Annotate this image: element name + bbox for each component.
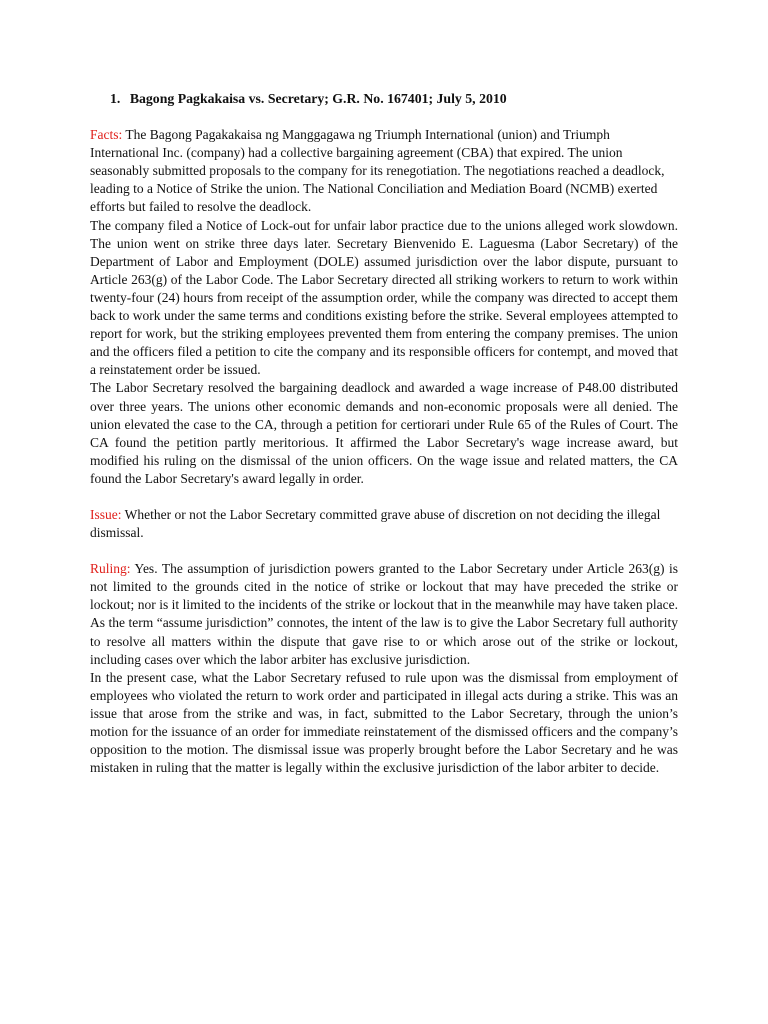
case-title [110,90,678,108]
ruling-section [90,560,678,777]
ruling-label: Ruling: [90,561,131,577]
ruling-paragraph-2: In the present case, what the Labor Secretary refused to rule upon was the dismissal from employment of employees who violated the return to work order and participated in illegal acts during a strike. This was an issue that arose from the strike and was, in fact, submitted to the Labor Secretary, through the union’s motion for the issuance of an order for immediate reinstatement of the dismissed officers and the company’s opposition to the motion. The dismissal issue was properly brought before the Labor Secretary and he was mistaken in ruling that the matter is legally within the exclusive jurisdiction of the labor arbiter to decide. [90,669,678,776]
issue-paragraph [90,506,678,542]
case-title-text: Bagong Pagkakaisa vs. Secretary; G.R. No. 167401; July 5, 2010 [129,91,507,106]
facts-paragraph-3: The Labor Secretary resolved the bargaining deadlock and awarded a wage increase of P48.00 distributed over three years. The unions other economic demands and non-economic proposals were all denied. The union elevated the case to the CA, through a petition for certiorari under Rule 65 of the Rules of Court. The CA found the petition partly meritorious. It affirmed the Labor Secretary's wage increase award, but modified his ruling on the dismissal of the union officers. On the wage issue and related matters, the CA found the Labor Secretary's award legally in order. [90,380,678,486]
facts-section [90,126,678,488]
facts-paragraph-1 [90,126,678,216]
case-number: 1. [110,91,121,106]
issue-section [90,506,678,542]
ruling-paragraph-1 [90,560,678,669]
issue-label: Issue: [90,506,122,522]
issue-text: Whether or not the Labor Secretary committed grave abuse of discretion on not deciding the illegal dismissal. [90,506,661,541]
facts-text-1: The Bagong Pagakakaisa ng Manggagawa ng Triumph International (union) and Triumph International Inc. (company) had a collective bargaining agreement (CBA) that expired. The union seasonably submitted proposals to the company for its renegotiation. The negotiations reached a deadlock, leading to a Notice of Strike the union. The National Conciliation and Mediation Board (NCMB) exerted efforts but failed to resolve the deadlock. [90,127,665,215]
facts-label: Facts: [90,127,123,143]
facts-paragraph-2: The company filed a Notice of Lock-out for unfair labor practice due to the unions alleged work slowdown. The union went on strike three days later. Secretary Bienvenido E. Laguesma (Labor Secretary) of the Department of Labor and Employment (DOLE) assumed jurisdiction over the labor dispute, pursuant to Article 263(g) of the Labor Code. The Labor Secretary directed all striking workers to return to work within twenty-four (24) hours from receipt of the assumption order, while the company was directed to accept them back to work under the same terms and conditions existing before the strike. Several employees attempted to report for work, but the striking employees prevented them from entering the company premises. The union and the officers filed a petition to cite the company and its responsible officers for contempt, and moved that a reinstatement order be issued. [90,217,678,378]
ruling-text-1: Yes. The assumption of jurisdiction powers granted to the Labor Secretary under Article 263(g) is not limited to the grounds cited in the notice of strike or lockout that may have preceded the strike or lockout; nor is it limited to the incidents of the strike or lockout that in the meanwhile may have taken place. As the term “assume jurisdiction” connotes, the intent of the law is to give the Labor Secretary full authority to resolve all matters within the dispute that gave rise to or which arose out of the strike or lockout, including cases over which the labor arbiter has exclusive jurisdiction. [90,561,679,667]
